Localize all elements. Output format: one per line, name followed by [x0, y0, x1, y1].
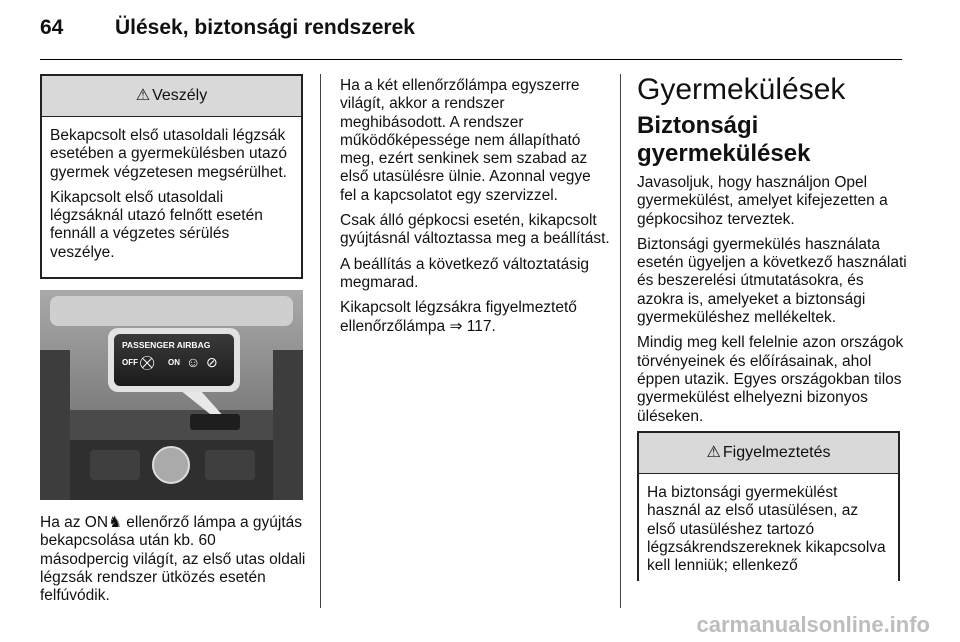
watermark: carmanualsonline.info: [696, 612, 930, 637]
indicator-text-rest: ellenőrző lámpa a gyújtás bekapcsolása után kb. 60 másodpercig világít, az első utas oldali légzsák rendszer ütközés esetén felfúvódik.: [40, 514, 306, 605]
warning-box-title: Figyelmeztetés: [722, 444, 831, 461]
page-number: 64: [40, 16, 64, 39]
column-3: [637, 73, 907, 433]
subsection-heading: Biztonsági gyermekülések: [637, 112, 811, 167]
column-3-text: [637, 174, 907, 426]
column-divider: [320, 74, 321, 608]
col2-reference: [340, 299, 610, 336]
danger-box-body: [42, 117, 301, 262]
panel-label: PASSENGER AIRBAG: [122, 340, 211, 350]
danger-paragraph: Bekapcsolt első utasoldali légzsák esetében a gyermekülésben utazó gyermek végzetesen megsérülhet.: [50, 127, 287, 181]
passenger-airbag-on-icon: ♞: [108, 514, 122, 531]
column-divider: [620, 74, 621, 608]
indicator-description: [40, 514, 308, 605]
reference-text: Kikapcsolt légzsákra figyelmeztető ellenőrzőlámpa: [340, 299, 577, 335]
airbag-indicator-photo: [40, 290, 303, 500]
child-seat-on-icon: ☺: [186, 354, 201, 370]
airbag-off-icon: ⊘: [206, 354, 218, 370]
warning-triangle-icon: ⚠: [135, 87, 151, 104]
warning-triangle-icon: ⚠: [706, 444, 721, 461]
danger-box: [40, 74, 303, 279]
header-rule: [40, 59, 902, 60]
section-heading: Gyermekülések: [637, 73, 846, 106]
reference-page-link[interactable]: 117.: [466, 317, 496, 335]
danger-box-title: Veszély: [152, 87, 208, 104]
child-seat-off-icon: ⛒: [140, 354, 155, 370]
col3-paragraph: Javasoljuk, hogy használjon Opel gyermekülést, amelyet kifejezetten a gépkocsihoz terveztek.: [637, 174, 888, 228]
off-label: OFF: [122, 358, 138, 367]
dashboard-illustration: [40, 290, 303, 500]
page-reference-arrow-icon: ⇒: [449, 317, 463, 335]
warning-box-body: Ha biztonsági gyermekülést használ az első utasülésen, az első utasüléshez tartozó légzsákrendszereknek kikapcsolva kell lenniük; ellenkező: [647, 484, 886, 575]
col2-paragraph: Csak álló gépkocsi esetén, kikapcsolt gyújtásnál változtassa meg a beállítást.: [340, 212, 610, 248]
page-title: Ülések, biztonsági rendszerek: [115, 16, 415, 39]
warning-box: [637, 431, 900, 581]
col2-paragraph: Ha a két ellenőrzőlámpa egyszerre világít, akkor a rendszer meghibásodott. A rendszer működőképessége nem állapítható meg, ezért senkinek sem szabad az első utasülésre ülnie. Azonnal vegye fel a kapcsolatot egy szervizzel.: [340, 77, 591, 204]
warning-box-header: [639, 433, 898, 474]
col3-paragraph: Biztonsági gyermekülés használata esetén ügyeljen a következő használati és beszerelési útmutatásokra, és azokra is, amelyeket a biztonsági gyermeküléshez mellékeltek.: [637, 235, 907, 327]
column-2-text: [340, 77, 610, 343]
danger-box-header: [42, 76, 301, 117]
danger-paragraph: Kikapcsolt első utasoldali légzsáknál utazó felnőtt esetén fennáll a végzetes sérülés veszélye.: [50, 188, 263, 261]
on-label: ON: [168, 358, 180, 367]
indicator-text-start: Ha az ON: [40, 514, 109, 531]
col2-paragraph: A beállítás a következő változtatásig megmarad.: [340, 255, 590, 291]
col3-paragraph: Mindig meg kell felelnie azon országok törvényeinek és előírásainak, ahol éppen utazik. Egyes országokban tilos gyermekülést elhelyezni bizonyos üléseken.: [637, 334, 904, 425]
